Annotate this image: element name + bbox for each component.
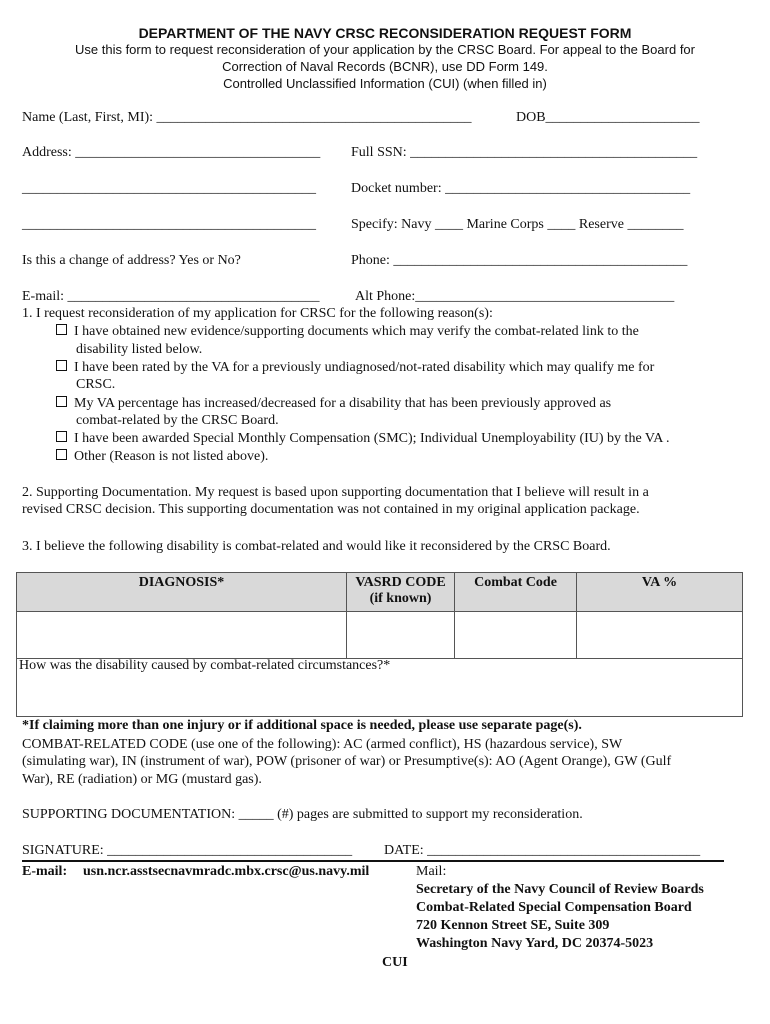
reason-label: I have obtained new evidence/supporting documents which may verify the combat-related link to the [74,324,639,339]
reason-checkbox[interactable] [56,431,67,442]
form-instructions-line2: Correction of Naval Records (BCNR), use DD Form 149. [222,59,548,74]
address-line2-field[interactable]: __________________________________________ [22,181,316,196]
table-header-row [17,573,743,612]
section1-intro: 1. I request reconsideration of my application for CRSC for the following reason(s): [22,306,493,321]
section3-intro: 3. I believe the following disability is combat-related and would like it reconsidered by the CRSC Board. [22,539,611,554]
address-field[interactable]: Address: ___________________________________ [22,145,321,160]
reason-item [56,360,654,376]
name-field[interactable]: Name (Last, First, MI): _____________________________________________ [22,110,472,125]
form-instructions-line1: Use this form to request reconsideration of your application by the CRSC Board. For appeal to the Board for [75,42,695,57]
diagnosis-cell[interactable] [17,612,347,659]
reason-label: I have been rated by the VA for a previously undiagnosed/not-rated disability which may qualify me for [74,360,655,375]
signature-field[interactable]: SIGNATURE: ___________________________________ [22,843,353,858]
va-percent-cell[interactable] [577,612,743,659]
address-line3-field[interactable]: __________________________________________ [22,217,316,232]
vasrd-code-cell[interactable] [347,612,455,659]
table-row [17,612,743,659]
service-specify-field[interactable]: Specify: Navy ____ Marine Corps ____ Reserve ________ [351,217,684,232]
docket-number-field[interactable]: Docket number: ___________________________________ [351,181,691,196]
change-of-address-question[interactable]: Is this a change of address? Yes or No? [22,253,241,268]
combat-code-header: Combat Code [455,573,577,612]
phone-field[interactable]: Phone: __________________________________________ [351,253,688,268]
mail-address-line1: Secretary of the Navy Council of Review Boards [416,882,704,897]
cui-marking: CUI [382,955,408,970]
cui-notice: Controlled Unclassified Information (CUI) (when filled in) [223,76,547,91]
email-field[interactable]: E-mail: ____________________________________ [22,289,320,304]
reason-item [56,396,611,412]
reason-item [56,431,670,447]
vasrd-code-header: VASRD CODE (if known) [347,573,455,612]
how-caused-label: How was the disability caused by combat-related circumstances?* [19,658,391,673]
footer-email-address[interactable]: usn.ncr.asstsecnavmradc.mbx.crsc@us.navy.mil [83,864,370,879]
diagnosis-header: DIAGNOSIS* [17,573,347,612]
va-percent-header: VA % [577,573,743,612]
alt-phone-field[interactable]: Alt Phone:_____________________________________ [355,289,675,304]
combat-codes-line3: War), RE (radiation) or MG (mustard gas). [22,772,262,787]
ssn-field[interactable]: Full SSN: _________________________________________ [351,145,698,160]
reason-label: Other (Reason is not listed above). [74,449,269,464]
divider [22,860,724,862]
reason-checkbox[interactable] [56,449,67,460]
reason-label-continued: combat-related by the CRSC Board. [76,413,279,428]
reason-label-continued: disability listed below. [76,342,203,357]
reason-label-continued: CRSC. [76,377,116,392]
mail-address-line2: Combat-Related Special Compensation Board [416,900,692,915]
diagnosis-table [16,572,743,659]
mail-address-line4: Washington Navy Yard, DC 20374-5023 [416,936,654,951]
reason-label: My VA percentage has increased/decreased for a disability that has been previously approved as [74,396,612,411]
reason-label: I have been awarded Special Monthly Compensation (SMC); Individual Unemployability (IU) by the VA . [74,431,670,446]
reason-checkbox[interactable] [56,360,67,371]
how-caused-field[interactable] [16,656,743,717]
mail-address-line3: 720 Kennon Street SE, Suite 309 [416,918,610,933]
section2-line1: 2. Supporting Documentation. My request is based upon supporting documentation that I believe will result in a [22,485,649,500]
supporting-pages-field[interactable]: SUPPORTING DOCUMENTATION: _____ (#) pages are submitted to support my reconsideration. [22,807,583,822]
form-title: DEPARTMENT OF THE NAVY CRSC RECONSIDERATION REQUEST FORM [138,25,632,41]
combat-code-cell[interactable] [455,612,577,659]
reason-checkbox[interactable] [56,396,67,407]
date-field[interactable]: DATE: _______________________________________ [384,843,701,858]
reason-item [56,324,639,340]
combat-codes-line2: (simulating war), IN (instrument of war), POW (prisoner of war) or Presumptive(s): AO (Agent Orange), GW (Gulf [22,754,672,769]
reason-item [56,449,268,465]
footer-mail-label: Mail: [416,864,447,879]
reason-checkbox[interactable] [56,324,67,335]
multiple-injury-note: *If claiming more than one injury or if additional space is needed, please use separate page(s). [22,718,582,733]
dob-field[interactable]: DOB______________________ [516,110,700,125]
combat-codes-line1: COMBAT-RELATED CODE (use one of the following): AC (armed conflict), HS (hazardous service), SW [22,737,623,752]
footer-email-label: E-mail: [22,864,68,879]
section2-line2: revised CRSC decision. This supporting documentation was not contained in my original application package. [22,502,640,517]
